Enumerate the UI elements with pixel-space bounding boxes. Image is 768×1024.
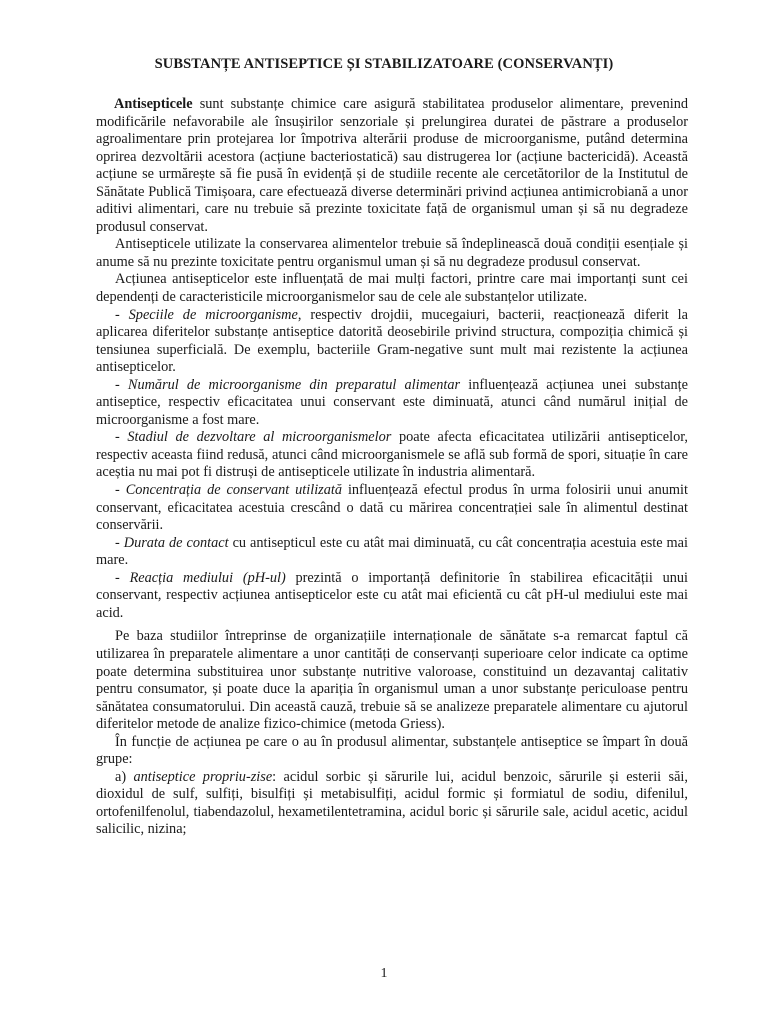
factor-term: Reacția mediului (pH-ul) [129, 569, 286, 586]
paragraph-text: Pe baza studiilor întreprinse de organizațiile internaționale de sănătate s-a remarcat faptul că utilizarea în preparatele alimentare a unor cantități de conservanți superioare celor indicate ca optime poate determina substituirea unor substanțe nutritive valoroase, constituind un dezavantaj calitativ pentru consumator, și poate duce la apariția în organismul uman a unor substanțe periculoase pentru sănătatea consumatorului. Din această cauză, trebuie să se analizeze preparatele alimentare cu ajutorul diferitelor metode de analize fizico-chimice (metoda Griess). [96, 628, 688, 733]
factor-dash: - [115, 306, 129, 323]
factor-text: prezintă o importanță definitorie în stabilirea eficacității unui conservant, respectiv acțiunea antisepticelor este cu atât mai eficientă cu cât pH-ul mediului este mai acid. [96, 569, 688, 621]
page-number: 1 [380, 966, 388, 981]
factor-concentration [96, 482, 688, 535]
paragraph-factors-intro [96, 271, 688, 306]
factor-text: cu antisepticul este cu atât mai diminuată, cu cât concentrația acestuia este mai mare. [96, 534, 688, 569]
group-text: : acidul sorbic și sărurile lui, acidul benzoic, sărurile și esterii săi, dioxidul de sulf, sulfiți, bisulfiți și metabisulfiți, acidul formic și formiatul de sodiu, difenilul, ortofenilfenolul, tiabendazolul, hexametilentetramina, acidul boric și sărurile sale, acidul acetic, acidul salicilic, nizina; [96, 768, 688, 838]
paragraph-text: În funcție de acțiunea pe care o au în produsul alimentar, substanțele antiseptice se împart în două grupe: [96, 733, 688, 768]
paragraph-antiseptics-definition [96, 96, 688, 236]
factor-text: poate afecta eficacitatea utilizării antisepticelor, respectiv aceasta fiind redusă, atunci când microorganismele se află sub formă de spori, situație în care aceștia nu mai pot fi distruși de antisepticele utilizate în industria alimentară. [96, 429, 688, 481]
term-antisepticele: Antisepticele [114, 96, 193, 112]
factor-microorganism-count [96, 377, 688, 430]
paragraph-international-studies [96, 628, 688, 733]
factor-contact-duration [96, 535, 688, 570]
factor-species [96, 307, 688, 377]
factor-term: Durata de contact [123, 534, 229, 551]
paragraph-text: Antisepticele utilizate la conservarea alimentelor trebuie să îndeplinească două condiții esențiale și anume să nu prezinte toxicitate pentru organismul uman și să nu degradeze produsul conservat. [96, 236, 688, 270]
document-body [96, 96, 688, 839]
paragraph-conditions [96, 236, 688, 271]
factor-dash: - [115, 482, 126, 499]
factor-dash: - [115, 569, 130, 586]
factor-text: , respectiv drojdii, mucegaiuri, bacterii, reacționează diferit la aplicarea diferitelor substanțe antiseptice datorită deosebirile privind structura, compoziția chimică și tensiunea superficială. De exemplu, bacteriile Gram-negative sunt mult mai rezistente la acțiunea antisepticelor. [96, 306, 688, 376]
factor-dash: - [115, 534, 124, 551]
factor-development-stage [96, 429, 688, 482]
factor-term: Speciile de microorganisme [128, 306, 298, 323]
paragraph-text: Acțiunea antisepticelor este influențată de mai mulți factori, printre care mai importanți sunt cei dependenți de caracteristicile microorganismelor sau de cele ale substanțelor utilizate. [96, 271, 688, 306]
factor-dash: - [115, 429, 128, 446]
factor-ph [96, 570, 688, 623]
group-term: antiseptice propriu-zise [133, 768, 273, 785]
factor-dash: - [115, 376, 128, 393]
paragraph-groups [96, 734, 688, 769]
factor-term: Stadiul de dezvoltare al microorganismelor [127, 429, 392, 446]
factor-term: Numărul de microorganisme din preparatul alimentar [127, 376, 461, 393]
page-title: SUBSTANȚE ANTISEPTICE ȘI STABILIZATOARE (CONSERVANȚI) [154, 56, 614, 72]
factor-term: Concentrația de conservant utilizată [125, 482, 343, 499]
list-marker: a) [115, 768, 134, 785]
list-item-group-a [96, 769, 688, 839]
factor-text: influențează efectul produs în urma folosirii unui anumit conservant, eficacitatea acestuia crescând o dată cu mărirea concentrației sale în alimentul destinat conservării. [96, 482, 688, 534]
factor-text: influențează acțiunea unei substanțe antiseptice, respectiv eficacitatea unui conservant este diminuată, atunci când numărul inițial de microorganisme a fost mare. [96, 376, 688, 428]
paragraph-text: sunt substanțe chimice care asigură stabilitatea produselor alimentare, prevenind modificările nefavorabile ale însușirilor senzoriale și prelungirea duratei de păstrare a produselor agroalimentare prin protejarea lor împotriva alterării produse de microorganisme, putând determina oprirea dezvoltării acestora (acțiune bacteriostatică) sau distrugerea lor (acțiune bactericidă). Această acțiune se urmărește să fie pusă în evidență și de studiile recente ale cercetătorilor de la Institutul de Sănătate Publică Timișoara, care efectuează diverse determinări privind acțiunea antimicrobiană a unor aditivi alimentari, care nu trebuie să prezinte toxicitate față de organismul uman și să nu degradeze produsul conservat. [96, 96, 688, 235]
